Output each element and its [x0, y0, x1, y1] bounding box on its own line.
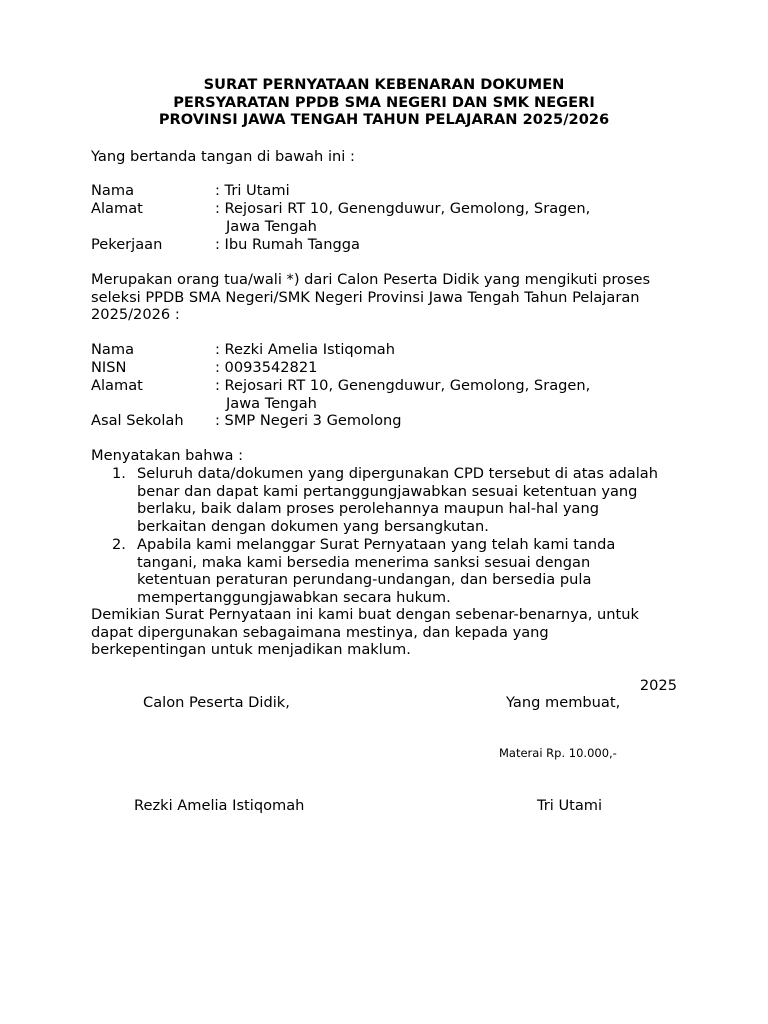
student-name-label: Nama [91, 341, 135, 358]
relation-paragraph [91, 271, 691, 324]
guardian-name-label: Nama [91, 182, 135, 199]
declare-intro: Menyatakan bahwa : [91, 447, 243, 464]
title-line-1: SURAT PERNYATAAN KEBENARAN DOKUMEN [203, 76, 565, 93]
guardian-address-line-1: : Rejosari RT 10, Genengduwur, Gemolong, Sragen, [215, 200, 591, 217]
signature-right-name: Tri Utami [537, 797, 603, 814]
closing-line-3: berkepentingan untuk menjadikan maklum. [91, 641, 411, 659]
student-school-value: : SMP Negeri 3 Gemolong [215, 412, 402, 429]
statement-1 [137, 465, 658, 536]
statement-2 [137, 536, 615, 607]
statement-number-2: 2. [112, 536, 126, 553]
student-school-label: Asal Sekolah [91, 412, 184, 429]
student-nisn-value: : 0093542821 [215, 359, 318, 376]
relation-line-1: Merupakan orang tua/wali *) dari Calon Peserta Didik yang mengikuti proses [91, 271, 651, 288]
guardian-address-value [215, 200, 590, 235]
signature-left-name: Rezki Amelia Istiqomah [134, 797, 305, 814]
student-address-line-1: : Rejosari RT 10, Genengduwur, Gemolong, Sragen, [215, 377, 591, 394]
signature-date: 2025 [639, 677, 677, 694]
closing-line-1: Demikian Surat Pernyataan ini kami buat dengan sebenar-benarnya, untuk [91, 606, 639, 623]
statement-1-line-4: berkaitan dengan dokumen yang bersangkutan. [137, 518, 489, 536]
stamp-duty-note: Materai Rp. 10.000,- [499, 746, 617, 760]
closing-paragraph [91, 606, 691, 659]
statement-1-line-3: berlaku, baik dalam proses perolehannya maupun hal-hal yang [137, 500, 599, 518]
document-title [0, 76, 768, 129]
statement-2-line-2: tangani, maka kami bersedia menerima sanksi sesuai dengan [137, 553, 591, 571]
guardian-address-line-2: Jawa Tengah [226, 217, 317, 235]
closing-line-2: dapat dipergunakan sebagaimana mestinya, dan kepada yang [91, 623, 549, 641]
student-name-value: : Rezki Amelia Istiqomah [215, 341, 395, 358]
guardian-address-label: Alamat [91, 200, 143, 217]
signature-right-title: Yang membuat, [506, 694, 621, 711]
guardian-name-value: : Tri Utami [215, 182, 290, 199]
title-line-2: PERSYARATAN PPDB SMA NEGERI DAN SMK NEGERI [173, 93, 595, 111]
student-nisn-label: NISN [91, 359, 127, 376]
title-line-3: PROVINSI JAWA TENGAH TAHUN PELAJARAN 2025/2026 [158, 111, 610, 129]
signature-left-title: Calon Peserta Didik, [143, 694, 290, 711]
statement-1-line-2: benar dan dapat kami pertanggungjawabkan sesuai ketentuan yang [137, 482, 638, 500]
relation-line-3: 2025/2026 : [91, 306, 180, 324]
statement-2-line-4: mempertanggungjawabkan secara hukum. [137, 589, 451, 607]
statement-number-1: 1. [112, 465, 126, 482]
student-address-line-2: Jawa Tengah [226, 394, 317, 412]
guardian-job-label: Pekerjaan [91, 236, 163, 253]
student-address-label: Alamat [91, 377, 143, 394]
relation-line-2: seleksi PPDB SMA Negeri/SMK Negeri Provinsi Jawa Tengah Tahun Pelajaran [91, 288, 640, 306]
intro-text: Yang bertanda tangan di bawah ini : [91, 148, 355, 165]
guardian-job-value: : Ibu Rumah Tangga [215, 236, 360, 253]
statement-2-line-3: ketentuan peraturan perundang-undangan, dan bersedia pula [137, 571, 592, 589]
statement-1-line-1: Seluruh data/dokumen yang dipergunakan CPD tersebut di atas adalah [137, 465, 658, 482]
student-address-value [215, 377, 590, 412]
statement-2-line-1: Apabila kami melanggar Surat Pernyataan yang telah kami tanda [137, 536, 616, 553]
